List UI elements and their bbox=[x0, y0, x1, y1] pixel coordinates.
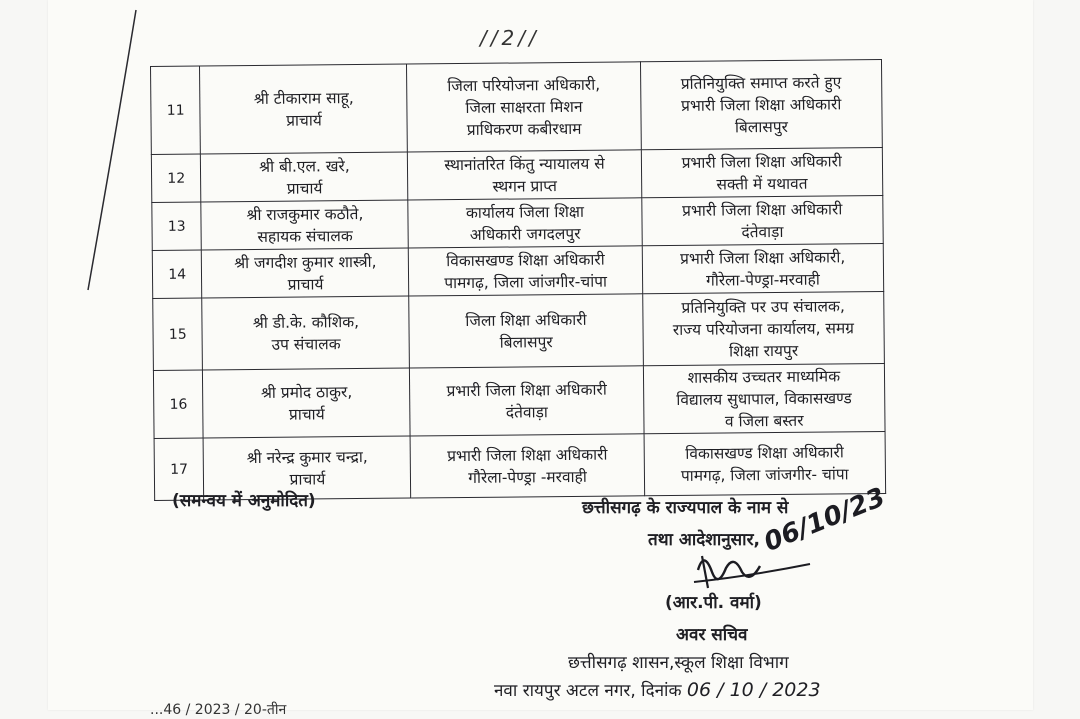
current-posting bbox=[411, 434, 645, 498]
current-posting-line: दंतेवाड़ा bbox=[505, 402, 548, 422]
margin-pen-stroke bbox=[48, 0, 148, 300]
serial-number: 16 bbox=[153, 370, 203, 438]
transfer-table bbox=[150, 59, 886, 501]
serial-number: 11 bbox=[151, 66, 201, 154]
current-posting-line: प्राधिकरण कबीरधाम bbox=[466, 119, 582, 139]
new-posting-line: पामगढ़, जिला जांजगीर- चांपा bbox=[680, 464, 849, 485]
employee-name bbox=[202, 248, 409, 298]
new-posting-line: विद्यालय सुधापाल, विकासखण्ड bbox=[676, 388, 852, 409]
table-row bbox=[152, 243, 883, 298]
employee-name-line: सहायक संचालक bbox=[257, 226, 353, 246]
new-posting-line: प्रतिनियुक्ति पर उप संचालक, bbox=[681, 296, 845, 317]
new-posting-line: शिक्षा रायपुर bbox=[728, 341, 799, 360]
table-row bbox=[151, 59, 883, 154]
serial-number: 12 bbox=[151, 154, 201, 202]
new-posting-line: विकासखण्ड शिक्षा अधिकारी bbox=[685, 442, 844, 463]
new-posting-line: प्रभारी जिला शिक्षा अधिकारी bbox=[682, 199, 843, 220]
current-posting-line: स्थगन प्राप्त bbox=[492, 176, 557, 196]
employee-name-line: श्री टीकाराम साहू, bbox=[253, 88, 354, 108]
current-posting bbox=[409, 246, 643, 296]
place-date-line bbox=[494, 678, 821, 701]
employee-name-line: प्राचार्य bbox=[288, 404, 325, 424]
officer-name: (आर.पी. वर्मा) bbox=[665, 593, 762, 613]
reference-number: ...46 / 2023 / 20-तीन bbox=[150, 702, 287, 718]
new-posting bbox=[643, 363, 885, 433]
new-posting bbox=[642, 291, 884, 365]
officer-designation: अवर सचिव bbox=[676, 625, 748, 645]
place-prefix: नवा रायपुर अटल नगर, दिनांक bbox=[494, 681, 682, 701]
current-posting-line: गौरेला-पेण्ड्रा -मरवाही bbox=[468, 467, 587, 487]
current-posting-line: पामगढ़, जिला जांजगीर-चांपा bbox=[444, 272, 608, 292]
employee-name-line: प्राचार्य bbox=[287, 274, 324, 294]
employee-name-line: उप संचालक bbox=[271, 334, 341, 354]
current-posting-line: जिला परियोजना अधिकारी, bbox=[447, 75, 601, 95]
table-row bbox=[153, 363, 885, 438]
new-posting-line: व जिला बस्तर bbox=[724, 411, 804, 430]
new-posting bbox=[641, 147, 883, 197]
employee-name-line: प्राचार्य bbox=[289, 469, 326, 489]
new-posting bbox=[640, 59, 882, 149]
employee-name-line: प्राचार्य bbox=[286, 178, 323, 198]
authority-line-2: तथा आदेशानुसार, bbox=[648, 530, 760, 550]
current-posting-line: बिलासपुर bbox=[499, 332, 553, 352]
signature-date: 06/10/23 bbox=[760, 482, 890, 558]
new-posting bbox=[644, 431, 886, 495]
approval-note: (समन्वय में अनुमोदित) bbox=[172, 491, 316, 511]
employee-name bbox=[200, 64, 408, 154]
new-posting-line: बिलासपुर bbox=[734, 117, 789, 136]
current-posting-line: प्रभारी जिला शिक्षा अधिकारी bbox=[446, 380, 607, 400]
current-posting-line: जिला साक्षरता मिशन bbox=[465, 97, 583, 117]
current-posting bbox=[409, 294, 643, 368]
employee-name-line: श्री बी.एल. खरे, bbox=[259, 156, 350, 176]
new-posting-line: गौरेला-पेण्ड्रा-मरवाही bbox=[705, 270, 820, 290]
current-posting-line: कार्यालय जिला शिक्षा bbox=[465, 202, 585, 222]
new-posting-line: प्रभारी जिला शिक्षा अधिकारी, bbox=[680, 247, 846, 268]
new-posting-line: राज्य परियोजना कार्यालय, समग्र bbox=[672, 318, 855, 339]
current-posting-line: स्थानांतरित किंतु न्यायालय से bbox=[444, 154, 605, 174]
employee-name-line: प्राचार्य bbox=[286, 110, 322, 130]
current-posting-line: जिला शिक्षा अधिकारी bbox=[465, 310, 587, 330]
current-posting-line: प्रभारी जिला शिक्षा अधिकारी bbox=[447, 445, 608, 465]
new-posting-line: दंतेवाड़ा bbox=[741, 222, 784, 241]
table-row bbox=[151, 147, 882, 202]
table-row bbox=[152, 195, 883, 250]
current-posting-line: विकासखण्ड शिक्षा अधिकारी bbox=[446, 250, 605, 270]
new-posting-line: प्रभारी जिला शिक्षा अधिकारी bbox=[681, 151, 842, 172]
current-posting-line: अधिकारी जगदलपुर bbox=[469, 224, 581, 244]
serial-number: 14 bbox=[152, 250, 202, 298]
new-posting bbox=[642, 243, 884, 293]
new-posting-line: प्रतिनियुक्ति समाप्त करते हुए bbox=[680, 72, 842, 93]
employee-name-line: श्री जगदीश कुमार शास्त्री, bbox=[234, 252, 377, 272]
new-posting-line: शासकीय उच्चतर माध्यमिक bbox=[687, 366, 841, 387]
current-posting bbox=[410, 366, 644, 436]
employee-name bbox=[201, 200, 408, 250]
employee-name bbox=[203, 368, 411, 438]
employee-name bbox=[201, 152, 408, 202]
table-row bbox=[153, 291, 885, 370]
current-posting bbox=[407, 62, 641, 152]
employee-name-line: श्री डी.के. कौशिक, bbox=[252, 312, 360, 332]
issue-date: 06 / 10 / 2023 bbox=[686, 679, 821, 701]
employee-name-line: श्री नरेन्द्र कुमार चन्द्रा, bbox=[246, 447, 368, 467]
page-number: //2// bbox=[480, 26, 540, 50]
new-posting-line: प्रभारी जिला शिक्षा अधिकारी bbox=[681, 94, 842, 115]
employee-name-line: श्री प्रमोद ठाकुर, bbox=[260, 382, 353, 402]
employee-name bbox=[202, 296, 410, 370]
serial-number: 17 bbox=[154, 438, 204, 500]
serial-number: 13 bbox=[152, 202, 202, 250]
employee-name-line: श्री राजकुमार कठौते, bbox=[246, 204, 364, 224]
authority-line-1: छत्तीसगढ़ के राज्यपाल के नाम से bbox=[582, 498, 789, 518]
current-posting bbox=[408, 198, 642, 248]
current-posting bbox=[408, 150, 642, 200]
new-posting bbox=[641, 195, 883, 245]
serial-number: 15 bbox=[153, 298, 203, 370]
new-posting-line: सक्ती में यथावत bbox=[716, 174, 808, 194]
department-name: छत्तीसगढ़ शासन,स्कूल शिक्षा विभाग bbox=[568, 653, 789, 673]
